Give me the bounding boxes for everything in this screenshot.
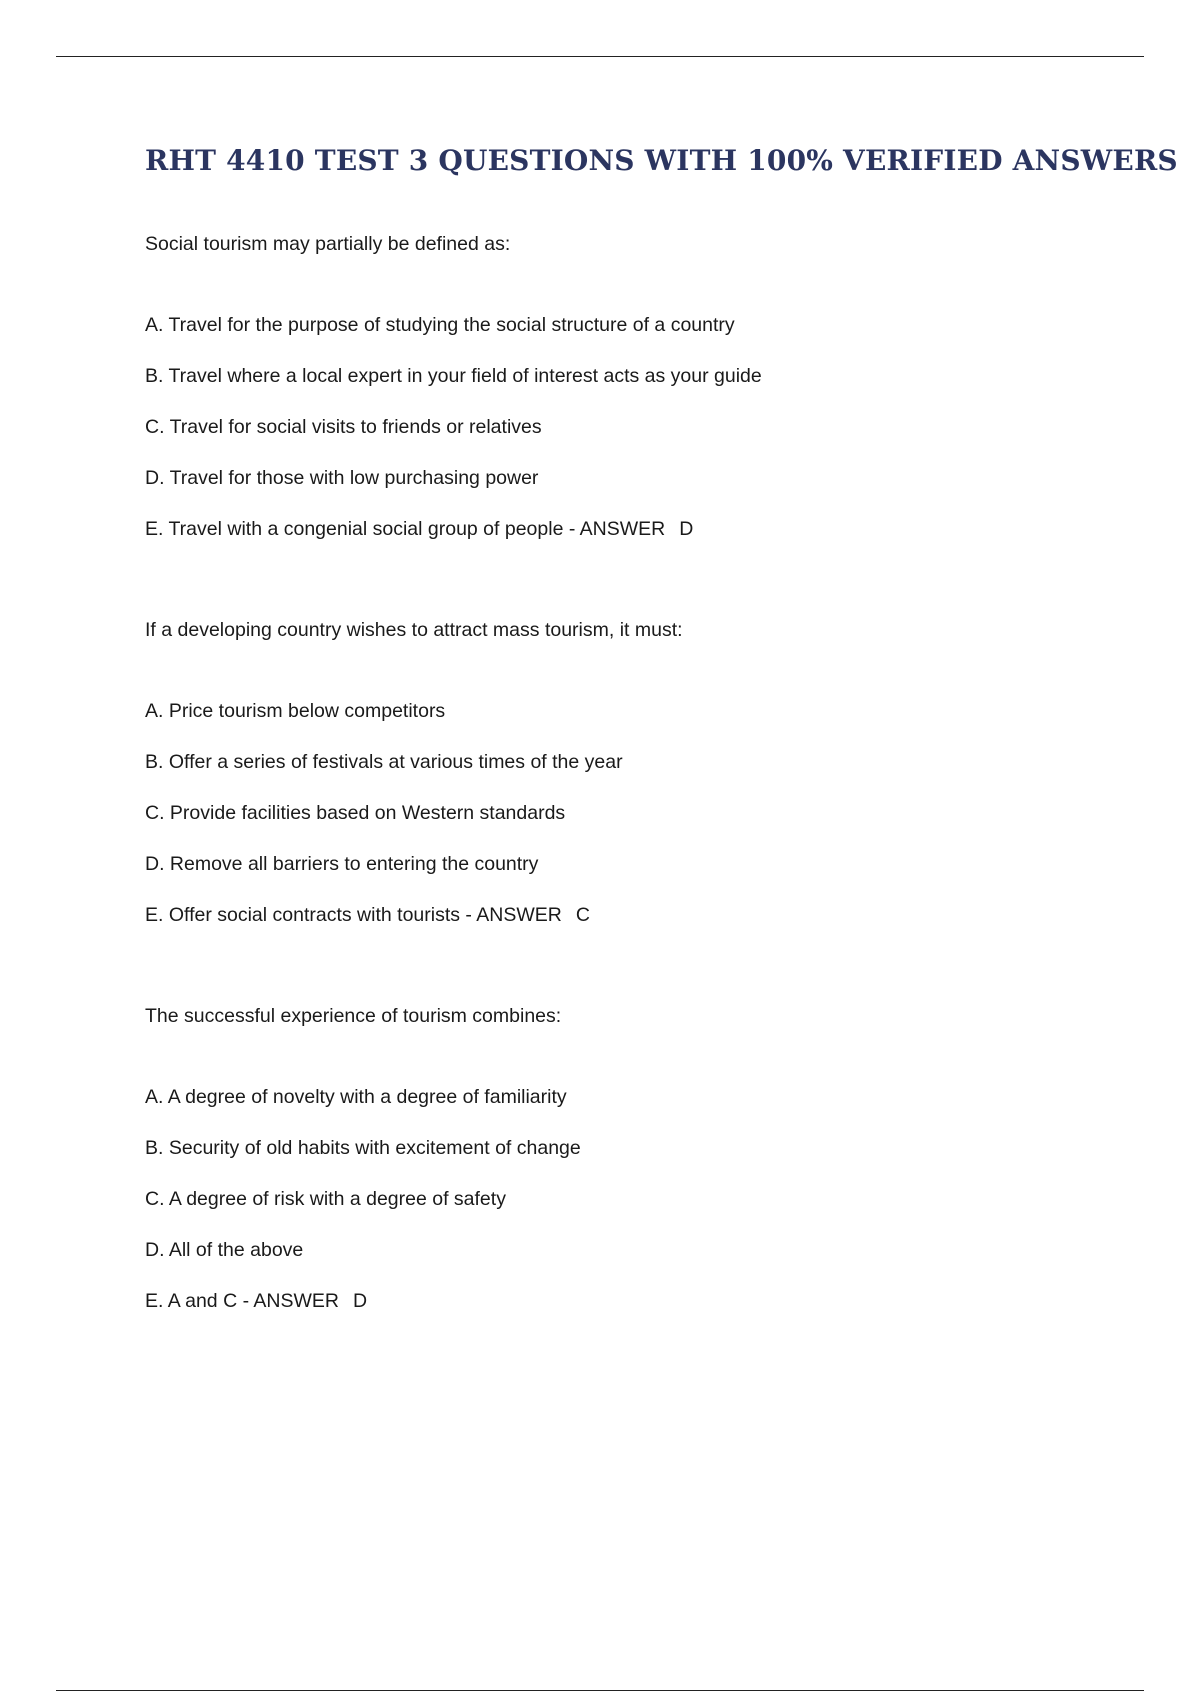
option-e-with-answer xyxy=(145,1289,1145,1313)
answer-letter: D xyxy=(353,1290,368,1312)
question-2 xyxy=(145,619,1145,927)
option-e-with-answer xyxy=(145,517,1145,541)
bottom-rule xyxy=(56,1690,1144,1691)
option-b: B. Security of old habits with excitement of change xyxy=(145,1137,581,1159)
option-e: E. Offer social contracts with tourists - ANSWER xyxy=(145,904,562,926)
option-d: D. All of the above xyxy=(145,1239,304,1261)
question-1 xyxy=(145,233,1145,541)
answer-letter: C xyxy=(575,904,590,926)
option-e: E. A and C - ANSWER xyxy=(145,1290,339,1312)
option-b: B. Offer a series of festivals at various times of the year xyxy=(145,751,623,773)
document-title: RHT 4410 TEST 3 QUESTIONS WITH 100% VERIFIED ANSWERS xyxy=(145,144,1178,177)
question-3 xyxy=(145,1005,1145,1313)
option-c: C. Provide facilities based on Western standards xyxy=(145,802,566,824)
option-e: E. Travel with a congenial social group of people - ANSWER xyxy=(145,518,666,540)
option-a: A. Price tourism below competitors xyxy=(145,700,446,722)
option-e-with-answer xyxy=(145,903,1145,927)
question-stem: Social tourism may partially be defined as: xyxy=(145,233,511,255)
question-stem: If a developing country wishes to attract mass tourism, it must: xyxy=(145,619,683,641)
option-a: A. A degree of novelty with a degree of familiarity xyxy=(145,1086,567,1108)
answer-letter: D xyxy=(679,518,694,540)
option-b: B. Travel where a local expert in your field of interest acts as your guide xyxy=(145,365,762,387)
option-a: A. Travel for the purpose of studying the social structure of a country xyxy=(145,314,735,336)
option-c: C. Travel for social visits to friends or relatives xyxy=(145,416,542,438)
top-rule xyxy=(56,56,1144,57)
document-body xyxy=(145,144,1178,1391)
option-d: D. Remove all barriers to entering the country xyxy=(145,853,539,875)
question-stem: The successful experience of tourism combines: xyxy=(145,1005,562,1027)
option-c: C. A degree of risk with a degree of safety xyxy=(145,1188,506,1210)
option-d: D. Travel for those with low purchasing power xyxy=(145,467,539,489)
